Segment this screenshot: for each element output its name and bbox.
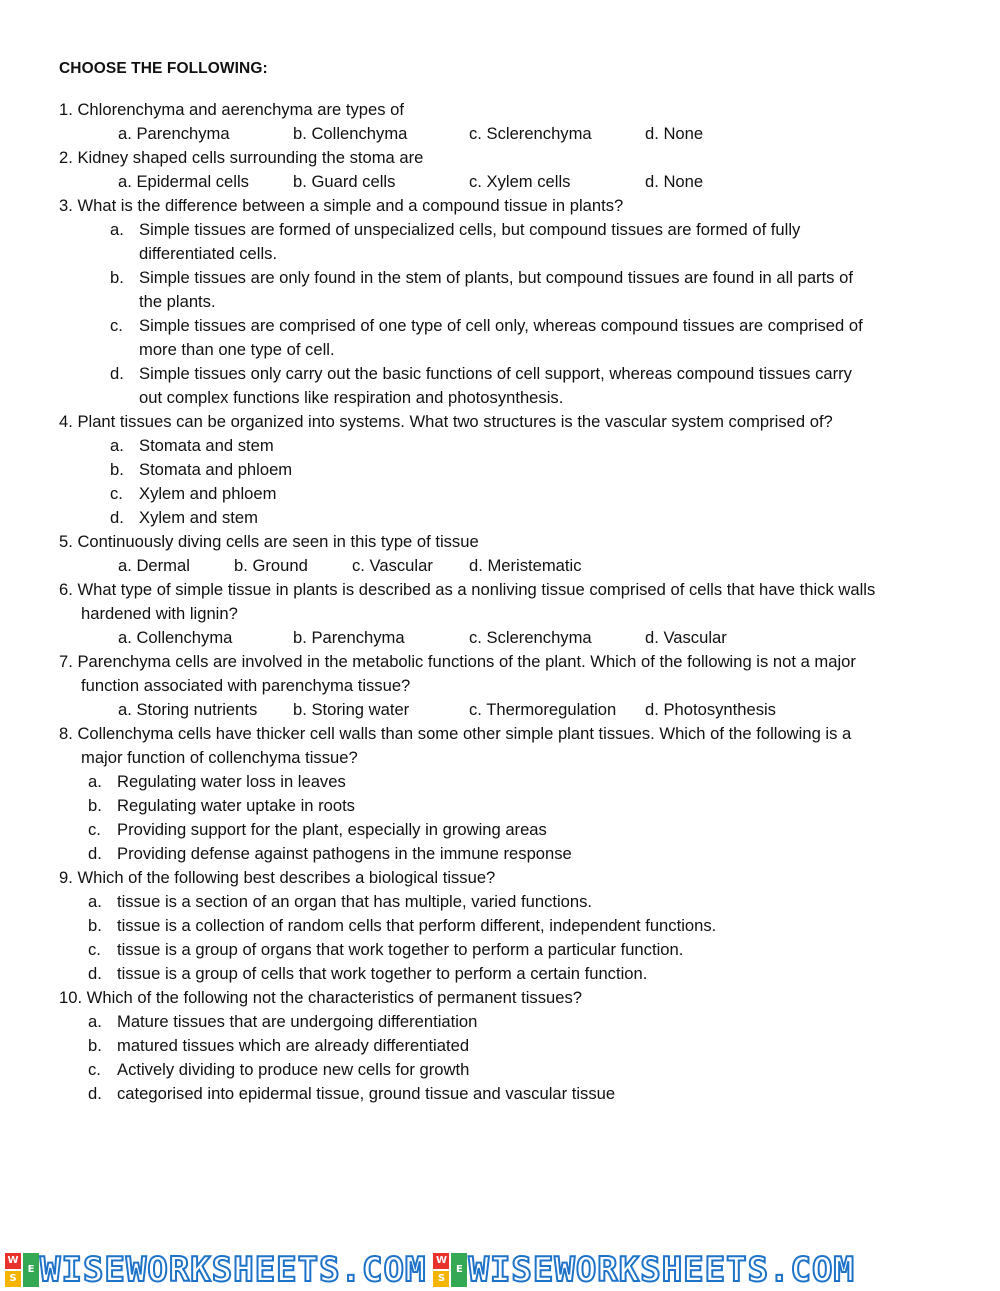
question-4-option-a: a. Stomata and stem [110,436,274,455]
logo-letter: S [433,1271,449,1287]
question-7-options [59,698,949,722]
question-3-option-b-cont: the plants. [139,292,216,311]
question-6-options [59,626,949,650]
brand-text: WISEWORKSHEETS.COM [468,1250,855,1290]
option-c: c. Sclerenchyma [469,628,592,647]
brand-watermark-2 [432,1252,854,1288]
question-10: 10. Which of the following not the characteristics of permanent tissues? [59,988,582,1007]
footer-watermark [0,1252,1000,1288]
question-1-options [59,122,949,146]
logo-letter: E [23,1253,39,1287]
logo-letter: S [5,1271,21,1287]
option-b: b. Parenchyma [293,628,405,647]
option-c: c. Thermoregulation [469,700,617,719]
question-9-option-d: d. tissue is a group of cells that work together to perform a certain function. [88,964,648,983]
question-10-option-d: d. categorised into epidermal tissue, ground tissue and vascular tissue [88,1084,616,1103]
question-4-option-d: d. Xylem and stem [110,508,258,527]
question-10-option-c: c. Actively dividing to produce new cells for growth [88,1060,470,1079]
question-2: 2. Kidney shaped cells surrounding the stoma are [59,148,424,167]
option-d: d. None [645,172,704,191]
question-8: 8. Collenchyma cells have thicker cell walls than some other simple plant tissues. Which of the following is a [59,724,852,743]
question-4-option-b: b. Stomata and phloem [110,460,293,479]
question-3-option-a: a. Simple tissues are formed of unspecialized cells, but compound tissues are formed of fully [110,220,801,239]
question-2-options [59,170,949,194]
question-10-option-b: b. matured tissues which are already differentiated [88,1036,470,1055]
option-a: a. Parenchyma [118,124,230,143]
logo-letter: W [433,1253,449,1269]
question-9-option-c: c. tissue is a group of organs that work together to perform a particular function. [88,940,684,959]
question-10-option-a: a. Mature tissues that are undergoing differentiation [88,1012,478,1031]
option-b: b. Guard cells [293,172,396,191]
question-4: 4. Plant tissues can be organized into systems. What two structures is the vascular system comprised of? [59,412,833,431]
question-8-option-d: d. Providing defense against pathogens in the immune response [88,844,572,863]
option-d: d. Vascular [645,628,727,647]
question-3-option-a-cont: differentiated cells. [139,244,278,263]
question-5: 5. Continuously diving cells are seen in this type of tissue [59,532,479,551]
option-a: a. Epidermal cells [118,172,249,191]
question-8-cont: major function of collenchyma tissue? [81,748,358,767]
question-9-option-b: b. tissue is a collection of random cells that perform different, independent functions. [88,916,717,935]
question-1: 1. Chlorenchyma and aerenchyma are types of [59,100,404,119]
question-8-option-c: c. Providing support for the plant, especially in growing areas [88,820,547,839]
logo-letter: E [451,1253,467,1287]
option-c: c. Vascular [352,556,433,575]
question-6: 6. What type of simple tissue in plants is described as a nonliving tissue comprised of cells that have thick walls [59,580,876,599]
question-3-option-d: d. Simple tissues only carry out the basic functions of cell support, whereas compound tissues carry [110,364,852,383]
question-5-options [59,554,949,578]
question-3-option-b: b. Simple tissues are only found in the stem of plants, but compound tissues are found in all parts of [110,268,853,287]
option-d: d. Meristematic [469,556,582,575]
question-3-option-d-cont: out complex functions like respiration and photosynthesis. [139,388,564,407]
question-9: 9. Which of the following best describes a biological tissue? [59,868,496,887]
option-b: b. Ground [234,556,308,575]
option-b: b. Collenchyma [293,124,408,143]
question-3-option-c: c. Simple tissues are comprised of one type of cell only, whereas compound tissues are comprised of [110,316,863,335]
question-6-cont: hardened with lignin? [81,604,238,623]
question-3-option-c-cont: more than one type of cell. [139,340,335,359]
option-a: a. Storing nutrients [118,700,258,719]
option-d: d. None [645,124,704,143]
question-7: 7. Parenchyma cells are involved in the metabolic functions of the plant. Which of the following is not a major [59,652,856,671]
logo-blocks-icon [432,1252,468,1288]
option-c: c. Xylem cells [469,172,571,191]
option-d: d. Photosynthesis [645,700,776,719]
question-7-cont: function associated with parenchyma tissue? [81,676,411,695]
logo-letter: W [5,1253,21,1269]
worksheet-heading: CHOOSE THE FOLLOWING: [59,60,268,77]
brand-watermark-1 [4,1252,426,1288]
option-b: b. Storing water [293,700,410,719]
brand-text: WISEWORKSHEETS.COM [40,1250,427,1290]
option-a: a. Dermal [118,556,190,575]
question-4-option-c: c. Xylem and phloem [110,484,277,503]
question-list [59,98,949,1106]
question-8-option-b: b. Regulating water uptake in roots [88,796,355,815]
option-c: c. Sclerenchyma [469,124,592,143]
logo-blocks-icon [4,1252,40,1288]
question-8-option-a: a. Regulating water loss in leaves [88,772,346,791]
option-a: a. Collenchyma [118,628,233,647]
question-9-option-a: a. tissue is a section of an organ that has multiple, varied functions. [88,892,593,911]
question-3: 3. What is the difference between a simple and a compound tissue in plants? [59,196,624,215]
